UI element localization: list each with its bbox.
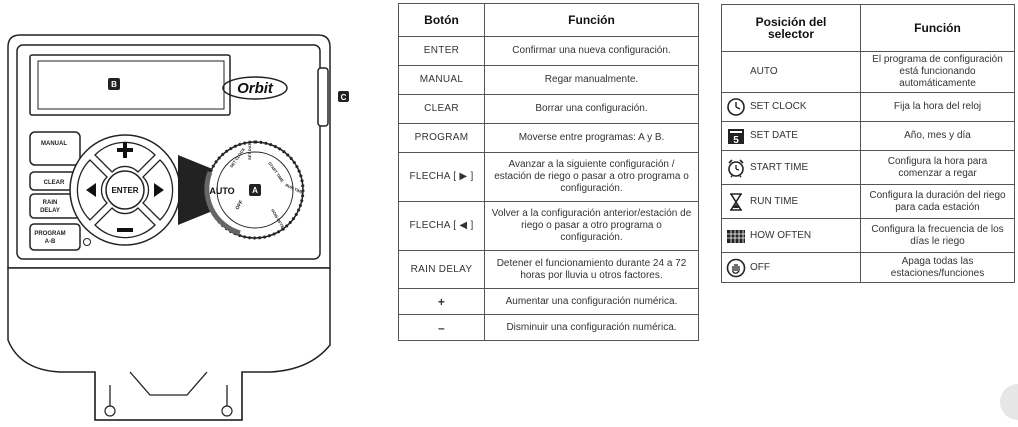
button-cell: + <box>399 289 485 315</box>
mount-hole-left <box>105 406 115 416</box>
enter-button-label: ENTER <box>111 186 139 195</box>
controller-lower-cover <box>8 268 330 420</box>
table-row <box>399 153 699 202</box>
table-row <box>399 124 699 153</box>
table-row <box>399 251 699 289</box>
position-cell <box>722 122 861 151</box>
function-cell: Volver a la configuración anterior/estación de riego o pasar a otro programa o configuración. <box>485 202 699 251</box>
function-cell: Moverse entre programas: A y B. <box>485 124 699 153</box>
position-label: AUTO <box>750 66 778 77</box>
table-row <box>722 122 1015 151</box>
dial-how-often-label: HOW OFTEN <box>270 208 287 232</box>
calendar-grid-icon <box>726 226 746 246</box>
button-cell: FLECHA [ ◀ ] <box>399 202 485 251</box>
dial-off-label: OFF <box>234 199 245 211</box>
buttons-table-header-function: Función <box>485 4 699 37</box>
selector-table <box>721 4 1015 283</box>
button-cell: – <box>399 315 485 341</box>
function-cell: Avanzar a la siguiente configuración / estación de riego o pasar a otro programa o configuración. <box>485 153 699 202</box>
dial-set-date-label: SET DATE <box>247 140 252 160</box>
position-label: RUN TIME <box>750 195 799 207</box>
function-cell: Año, mes y día <box>861 122 1015 151</box>
table-row <box>399 95 699 124</box>
mount-hole-right <box>222 406 232 416</box>
position-cell <box>722 151 861 185</box>
manual-button[interactable] <box>30 132 80 165</box>
table-row <box>722 219 1015 253</box>
callout-b: B <box>111 80 117 89</box>
controller-diagram <box>0 0 345 427</box>
button-cell: MANUAL <box>399 66 485 95</box>
hand-stop-icon <box>726 258 746 278</box>
position-cell <box>722 52 861 93</box>
table-row <box>399 37 699 66</box>
program-indicator-led <box>84 239 91 246</box>
table-row <box>722 52 1015 93</box>
position-label: OFF <box>750 261 770 273</box>
table-row <box>722 93 1015 122</box>
page-edge-tab <box>1000 384 1018 420</box>
program-label-1: PROGRAM <box>34 231 66 237</box>
dial-run-time-label: RUN TIME <box>284 182 305 196</box>
clear-button-label: CLEAR <box>43 180 65 186</box>
function-cell: Apaga todas las estaciones/funciones <box>861 253 1015 283</box>
hourglass-icon <box>726 192 746 212</box>
side-connector <box>318 68 328 126</box>
table-row <box>399 202 699 251</box>
rain-delay-label-1: RAIN <box>42 200 58 206</box>
function-cell: Disminuir una configuración numérica. <box>485 315 699 341</box>
selector-table-header-position: Posición del selector <box>722 5 861 52</box>
position-label: SET CLOCK <box>750 101 807 112</box>
position-cell <box>722 93 861 122</box>
table-row <box>399 289 699 315</box>
svg-text:5: 5 <box>733 135 739 146</box>
calendar-icon <box>726 126 746 146</box>
function-cell: Fija la hora del reloj <box>861 93 1015 122</box>
selector-table-header-function: Función <box>861 5 1015 52</box>
dial-start-time-label: START TIME <box>267 160 285 183</box>
button-cell: CLEAR <box>399 95 485 124</box>
button-cell: FLECHA [ ▶ ] <box>399 153 485 202</box>
dial-set-clock-label: SET CLOCK <box>228 146 247 169</box>
manual-button-label: MANUAL <box>41 141 67 147</box>
program-label-2: A-B <box>44 239 56 245</box>
position-label: SET DATE <box>750 130 798 141</box>
position-label: HOW OFTEN <box>750 229 812 241</box>
dial-center-label: A <box>252 186 258 195</box>
clock-icon <box>726 97 746 117</box>
buttons-table <box>398 3 699 341</box>
table-row <box>722 253 1015 283</box>
position-cell <box>722 253 861 283</box>
table-row <box>399 315 699 341</box>
dial-auto-label: AUTO <box>209 186 235 196</box>
buttons-table-header-button: Botón <box>399 4 485 37</box>
table-row <box>722 151 1015 185</box>
function-cell: Regar manualmente. <box>485 66 699 95</box>
function-cell: Borrar una configuración. <box>485 95 699 124</box>
program-button[interactable] <box>30 224 80 250</box>
button-cell: RAIN DELAY <box>399 251 485 289</box>
button-cell: PROGRAM <box>399 124 485 153</box>
function-cell: Configura la duración del riego para cada estación <box>861 185 1015 219</box>
orbit-logo: Orbit <box>237 80 273 97</box>
alarm-clock-icon <box>726 158 746 178</box>
position-cell <box>722 219 861 253</box>
function-cell: Configura la hora para comenzar a regar <box>861 151 1015 185</box>
lcd-screen-inner <box>38 61 224 109</box>
rain-delay-label-2: DELAY <box>40 208 60 214</box>
function-cell: Configura la frecuencia de los días le riego <box>861 219 1015 253</box>
button-cell: ENTER <box>399 37 485 66</box>
table-row <box>399 66 699 95</box>
function-cell: El programa de configuración está funcionando automáticamente <box>861 52 1015 93</box>
position-label: START TIME <box>750 161 809 173</box>
callout-c: C <box>340 93 347 102</box>
function-cell: Aumentar una configuración numérica. <box>485 289 699 315</box>
function-cell: Detener el funcionamiento durante 24 a 72 horas por lluvia u otros factores. <box>485 251 699 289</box>
position-cell <box>722 185 861 219</box>
table-row <box>722 185 1015 219</box>
function-cell: Confirmar una nueva configuración. <box>485 37 699 66</box>
